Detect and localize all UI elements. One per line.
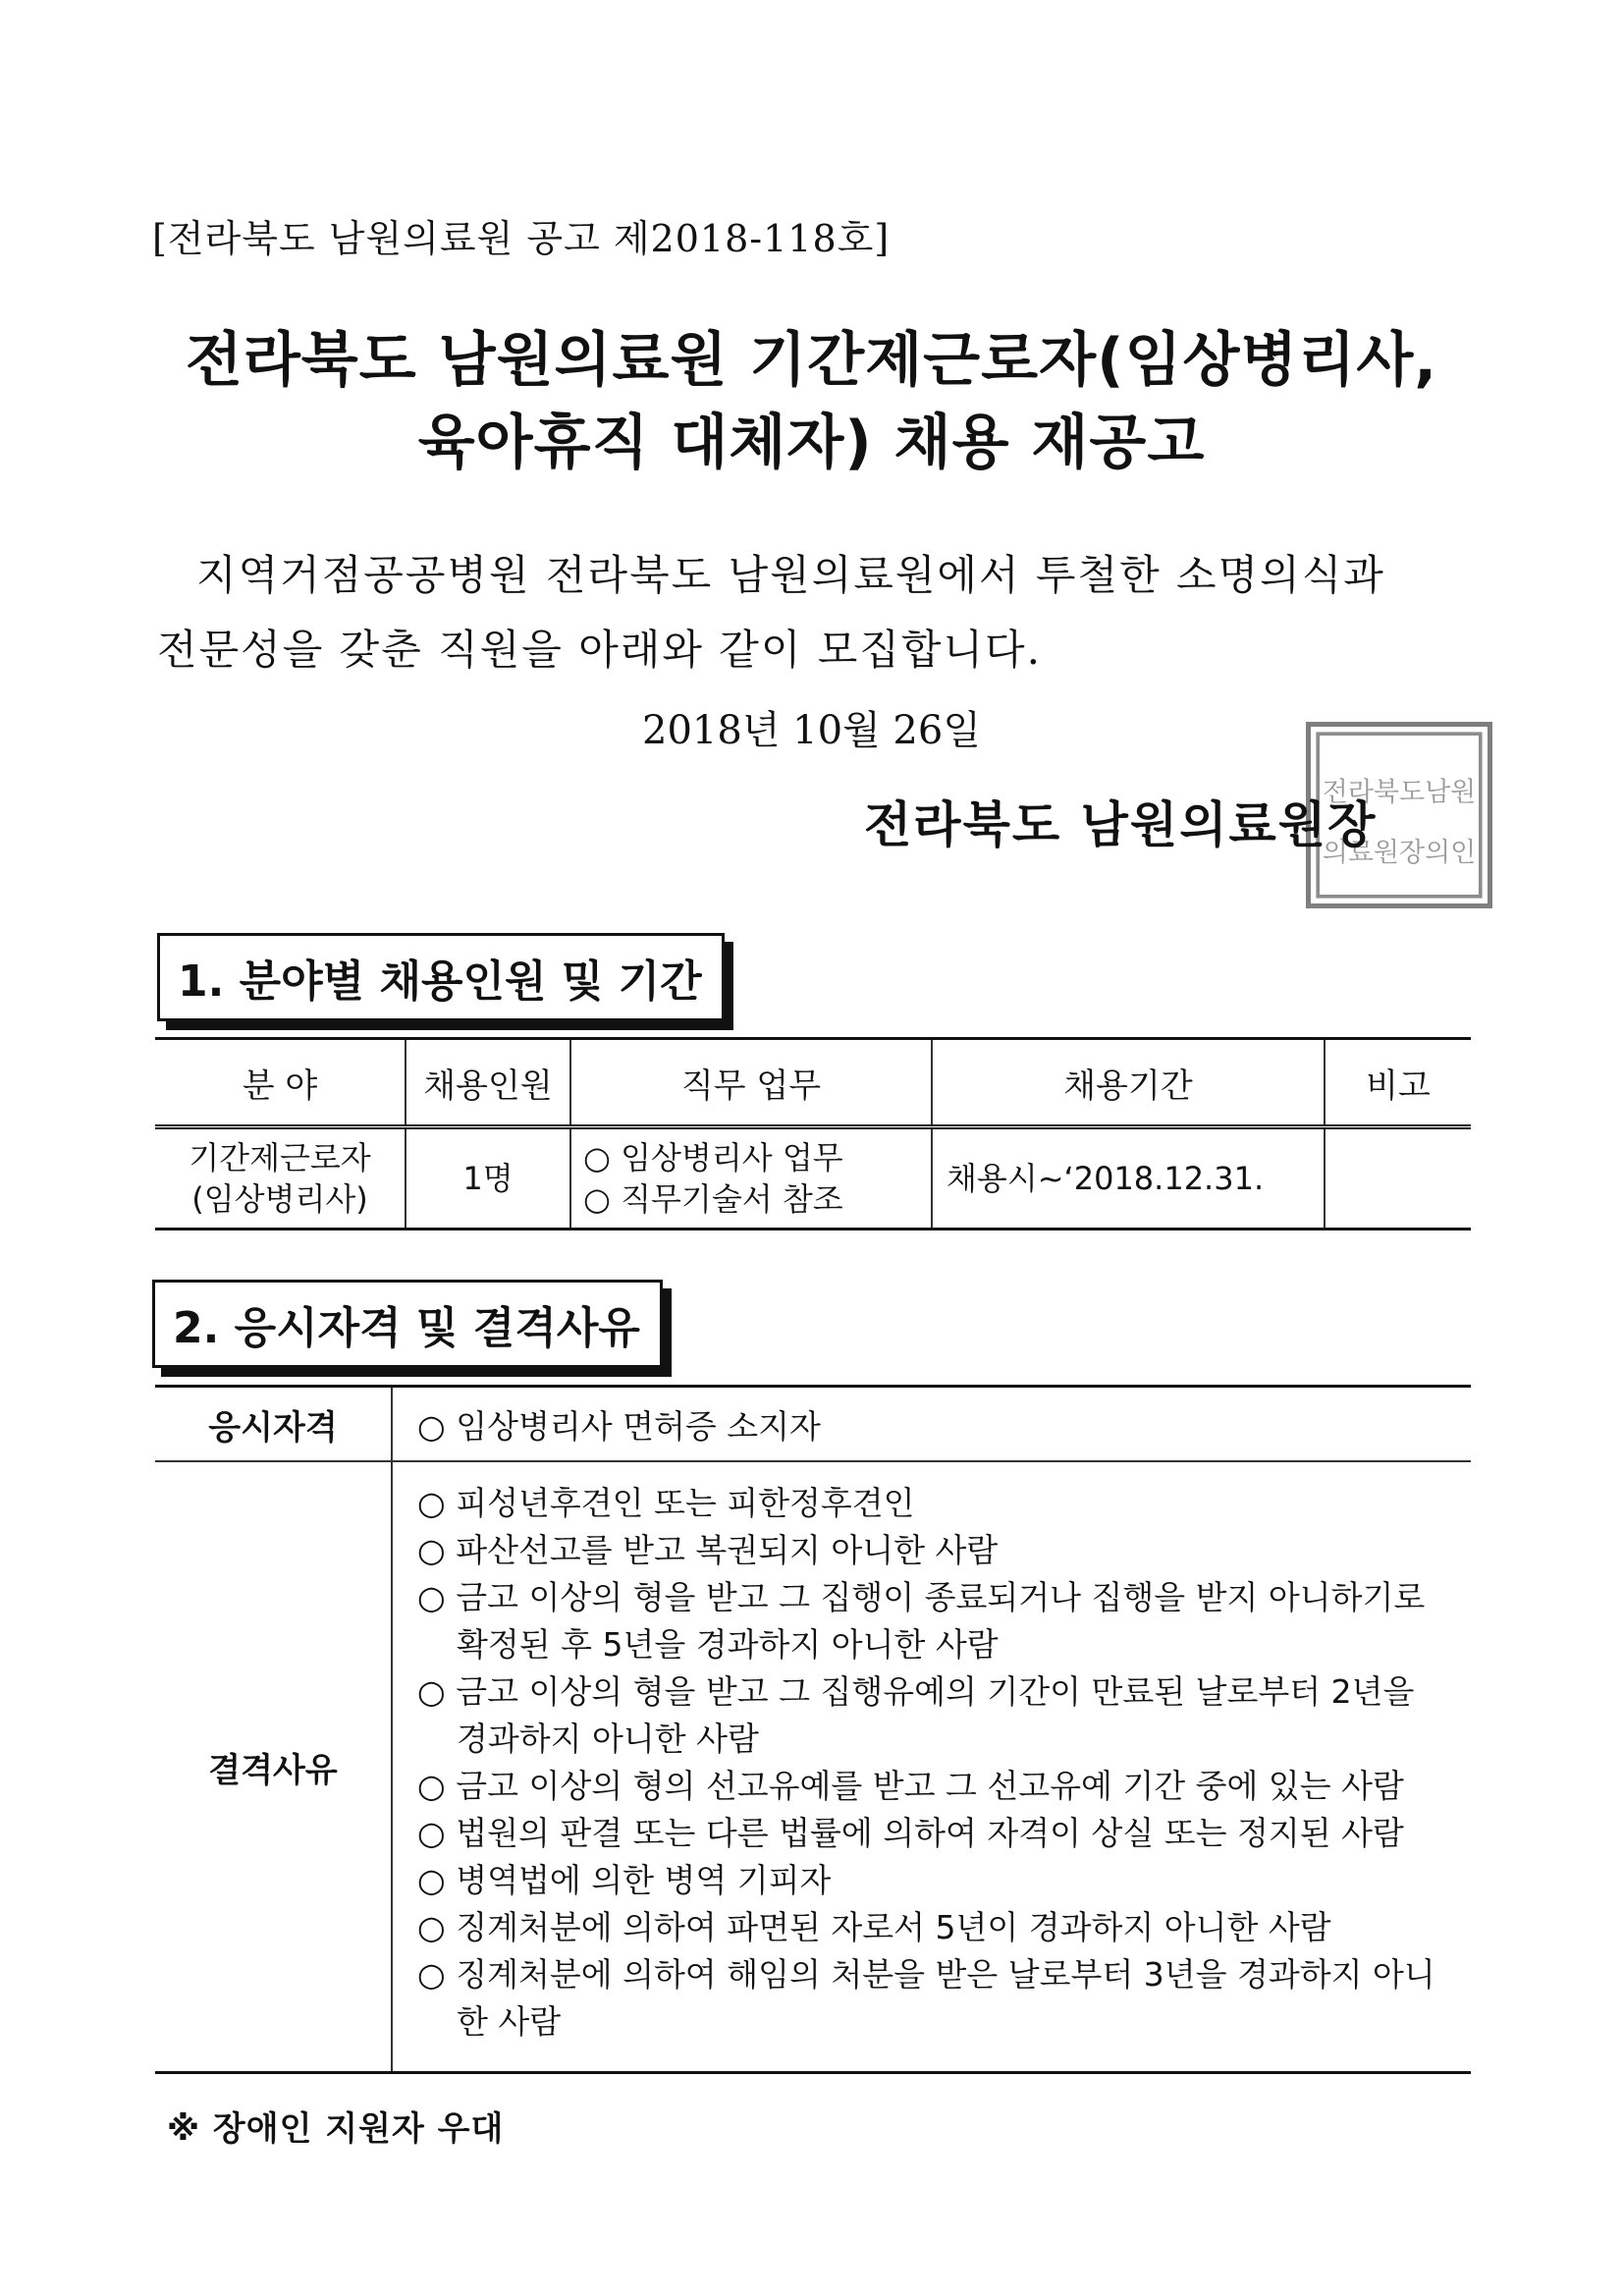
duty-item: ○ 임상병리사 업무 (583, 1139, 843, 1176)
cell-count: 1명 (406, 1127, 570, 1230)
list-item: ○ 파산선고를 받고 복권되지 아니한 사람 (417, 1531, 999, 1569)
cell-note (1325, 1127, 1471, 1230)
intro-paragraph (157, 538, 1492, 687)
section2-title: 2. 응시자격 및 결격사유 (152, 1280, 663, 1368)
list-item: ○ 금고 이상의 형을 받고 그 집행유예의 기간이 만료된 날로부터 2년을 경과하지 아니한 사람 (417, 1672, 1415, 1758)
list-item: ○ 법원의 판결 또는 다른 법률에 의하여 자격이 상실 또는 정지된 사람 (417, 1814, 1404, 1852)
notice-number: [전라북도 남원의료원 공고 제2018-118호] (152, 217, 891, 260)
list-item: ○ 금고 이상의 형을 받고 그 집행이 종료되거나 집행을 받지 아니하기로 확정된 후 5년을 경과하지 아니한 사람 (417, 1578, 1426, 1664)
footnote: ※ 장애인 지원자 우대 (167, 2109, 505, 2149)
disqualification-row (155, 1461, 1471, 2073)
page-title (0, 319, 1623, 484)
intro-line2: 전문성을 갖춘 직원을 아래와 같이 모집합니다. (157, 626, 1042, 674)
qualification-label: 응시자격 (155, 1387, 392, 1462)
issuer-name: 전라북도 남원의료원장 (864, 796, 1378, 853)
field-line1: 기간제근로자 (189, 1139, 371, 1176)
cell-field (155, 1127, 406, 1230)
notice-date: 2018년 10월 26일 (642, 708, 981, 753)
qualification-table (155, 1385, 1471, 2074)
page-title-line1: 전라북도 남원의료원 기간제근로자(임상병리사, (185, 326, 1438, 395)
table-header-row (155, 1039, 1471, 1127)
section1-title: 1. 분야별 채용인원 및 기간 (157, 933, 725, 1021)
duty-item: ○ 직무기술서 참조 (583, 1180, 843, 1218)
header-note: 비고 (1325, 1039, 1471, 1127)
disqualification-label: 결격사유 (155, 1461, 392, 2073)
header-duty: 직무 업무 (570, 1039, 932, 1127)
recruitment-table (155, 1037, 1471, 1230)
list-item: ○ 금고 이상의 형의 선고유예를 받고 그 선고유예 기간 중에 있는 사람 (417, 1767, 1404, 1805)
field-line2: (임상병리사) (191, 1180, 368, 1218)
cell-duty (570, 1127, 932, 1230)
page-title-line2: 육아휴직 대체자) 채용 재공고 (417, 409, 1206, 477)
header-count: 채용인원 (406, 1039, 570, 1127)
intro-line1: 지역거점공공병원 전라북도 남원의료원에서 투철한 소명의식과 (196, 551, 1385, 599)
list-item: ○ 병역법에 의한 병역 기피자 (417, 1861, 832, 1899)
header-period: 채용기간 (932, 1039, 1325, 1127)
header-field: 분 야 (155, 1039, 406, 1127)
cell-period: 채용시~‘2018.12.31. (932, 1127, 1325, 1230)
table-row (155, 1127, 1471, 1230)
list-item: ○ 징계처분에 의하여 파면된 자로서 5년이 경과하지 아니한 사람 (417, 1908, 1331, 1946)
seal-text-line2: 의료원장의인 (1322, 837, 1477, 868)
list-item: ○ 징계처분에 의하여 해임의 처분을 받은 날로부터 3년을 경과하지 아니한 사람 (417, 1955, 1435, 2041)
seal-text-line1: 전라북도남원 (1322, 777, 1477, 808)
list-item: ○ 피성년후견인 또는 피한정후견인 (417, 1484, 915, 1522)
qualification-row (155, 1387, 1471, 1462)
qualification-item: ○ 임상병리사 면허증 소지자 (392, 1387, 1471, 1462)
disqualification-list (392, 1461, 1471, 2073)
